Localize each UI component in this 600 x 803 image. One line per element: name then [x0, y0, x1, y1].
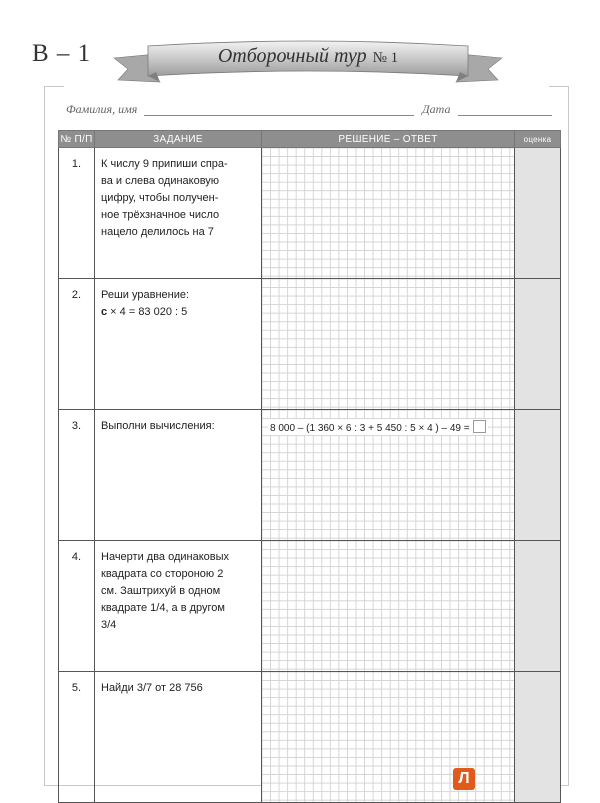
equation-line [101, 304, 255, 321]
equation-rest: × 4 = 83 020 : 5 [107, 306, 188, 318]
publisher-logo: Л [453, 768, 475, 790]
task-line: нацело делилось на 7 [101, 226, 214, 238]
table-row [59, 541, 561, 672]
task-text [95, 672, 262, 803]
header-solution: РЕШЕНИЕ – ОТВЕТ [262, 131, 515, 148]
row-number: 5. [59, 672, 95, 803]
row-number: 2. [59, 279, 95, 410]
banner-title-text: Отборочный тур [217, 45, 367, 67]
task-text [95, 279, 262, 410]
grade-cell[interactable] [515, 541, 561, 672]
task-line: К числу 9 припиши спра- [101, 158, 228, 170]
solution-grid[interactable] [262, 541, 515, 672]
task-line: Найди 3/7 от 28 756 [101, 682, 203, 694]
task-line: Реши уравнение: [101, 289, 190, 301]
name-label: Фамилия, имя [66, 102, 138, 116]
solution-grid[interactable] [262, 279, 515, 410]
header-task: ЗАДАНИЕ [95, 131, 262, 148]
row-number: 4. [59, 541, 95, 672]
table-header-row [59, 131, 561, 148]
expression-text: 8 000 – (1 360 × 6 : 3 + 5 450 : 5 × 4 ) – 49 = [270, 423, 470, 434]
solution-grid[interactable] [262, 410, 515, 541]
task-line: 3/4 [101, 619, 117, 631]
table-row [59, 279, 561, 410]
task-line: ва и слева одинаковую [101, 175, 220, 187]
header-num: № П/П [59, 131, 95, 148]
solution-grid[interactable] [262, 672, 515, 803]
table-row [59, 148, 561, 279]
task-line: квадрате 1/4, а в другом [101, 602, 225, 614]
banner-number: № 1 [372, 50, 399, 66]
equation-variable: с [101, 306, 108, 318]
task-line: Начерти два одинаковых [101, 551, 230, 563]
answer-box[interactable] [473, 420, 486, 433]
grade-cell[interactable] [515, 279, 561, 410]
tasks-table [58, 130, 561, 803]
task-line: ное трёхзначное число [101, 209, 220, 221]
variant-label: В – 1 [32, 40, 92, 67]
grade-cell[interactable] [515, 148, 561, 279]
solution-grid[interactable] [262, 148, 515, 279]
task-line: см. Заштрихуй в одном [101, 585, 221, 597]
date-field[interactable] [458, 115, 552, 116]
calculation-expression [268, 419, 488, 435]
header-grade: оценка [515, 131, 561, 148]
task-line: Выполни вычисления: [101, 420, 215, 432]
task-text [95, 148, 262, 279]
table-row [59, 672, 561, 803]
task-line: квадрата со стороною 2 [101, 568, 224, 580]
grade-cell[interactable] [515, 672, 561, 803]
banner-title [108, 45, 508, 68]
name-field[interactable] [144, 115, 414, 116]
task-line: цифру, чтобы получен- [101, 192, 219, 204]
name-date-row [66, 102, 552, 120]
grade-cell[interactable] [515, 410, 561, 541]
row-number: 1. [59, 148, 95, 279]
task-text [95, 541, 262, 672]
task-text [95, 410, 262, 541]
date-label: Дата [422, 102, 451, 116]
table-row [59, 410, 561, 541]
row-number: 3. [59, 410, 95, 541]
